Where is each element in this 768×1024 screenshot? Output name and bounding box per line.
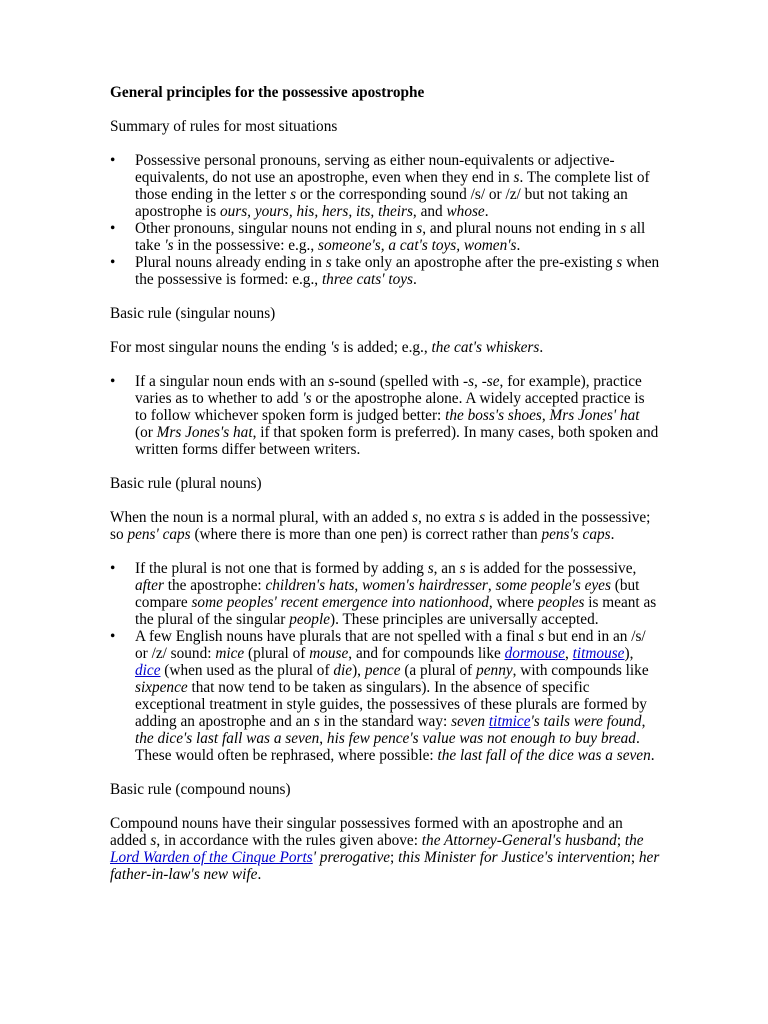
italic-text: someone's, a cat's toys, women's (318, 237, 517, 254)
italic-text: s (538, 628, 545, 645)
section-paragraph: Compound nouns have their singular possessives formed with an apostrophe and an added s, in accordance with the rules given above: the Attorney-General's husband; the Lord Warden of the Cinque Ports' prerogative; this Minister for Justice's intervention; her father-in-law's new wife. (110, 815, 660, 883)
paragraph-spacer (110, 101, 660, 118)
bullet-icon: • (110, 373, 116, 390)
italic-text: 's tails were found (530, 713, 642, 730)
bullet-icon: • (110, 152, 116, 169)
list-item: • Other pronouns, singular nouns not ending in s, and plural nouns not ending in s all take 's in the possessive: e.g., someone's, a cat's toys, women's. (110, 220, 646, 254)
bullet-list (110, 152, 660, 288)
paragraph-spacer (110, 356, 660, 373)
document-body (110, 101, 660, 883)
section-heading: Basic rule (plural nouns) (110, 475, 262, 492)
italic-text: pence (364, 662, 401, 679)
document-title: General principles for the possessive apostrophe (110, 84, 425, 101)
italic-text: s (150, 832, 157, 849)
section-heading: Basic rule (singular nouns) (110, 305, 276, 322)
italic-text: 's (302, 390, 312, 407)
paragraph-spacer (110, 458, 660, 475)
paragraph-spacer (110, 135, 660, 152)
inline-link[interactable]: titmouse (572, 645, 625, 662)
italic-text: some people's eyes (495, 577, 611, 594)
italic-text: pens' caps (127, 526, 191, 543)
italic-text: penny (476, 662, 513, 679)
italic-text: s (616, 254, 623, 271)
inline-link[interactable]: dormouse (504, 645, 565, 662)
paragraph-spacer (110, 764, 660, 781)
italic-text: this Minister for Justice's intervention (398, 849, 631, 866)
italic-text: his few pence's value was not enough to buy bread (326, 730, 636, 747)
list-item: • Plural nouns already ending in s take only an apostrophe after the pre-existing s when the possessive is formed: e.g., three cats' toys. (110, 254, 660, 288)
italic-text: s (416, 220, 423, 237)
italic-text: 's (164, 237, 174, 254)
inline-link[interactable]: dice (135, 662, 161, 679)
inline-link[interactable]: Lord Warden of the Cinque Ports (110, 849, 313, 866)
paragraph-spacer (110, 798, 660, 815)
italic-text: some peoples' recent emergence into nationhood (191, 594, 489, 611)
italic-text: the (624, 832, 644, 849)
italic-text: sixpence (135, 679, 188, 696)
italic-text: her father-in-law's new wife (110, 849, 660, 883)
italic-text: -se (481, 373, 500, 390)
paragraph-spacer (110, 322, 660, 339)
paragraph-spacer (110, 543, 660, 560)
italic-text: s (412, 509, 418, 526)
italic-text: the Attorney-General's husband (421, 832, 617, 849)
italic-text: people (289, 611, 330, 628)
italic-text: pens's caps (541, 526, 611, 543)
italic-text: the boss's shoes (445, 407, 542, 424)
italic-text: the dice's last fall was a seven (135, 730, 320, 747)
section-heading: Summary of rules for most situations (110, 118, 338, 135)
italic-text: s (325, 254, 332, 271)
italic-text: s (313, 713, 320, 730)
italic-text: the last fall of the dice was a seven (437, 747, 651, 764)
italic-text: whose (446, 203, 485, 220)
italic-text: ours, yours, his, hers, its, theirs (219, 203, 413, 220)
italic-text: the cat's whiskers (431, 339, 540, 356)
italic-text: s (328, 373, 335, 390)
paragraph-spacer (110, 492, 660, 509)
italic-text: -s (462, 373, 475, 390)
section-paragraph: For most singular nouns the ending 's is added; e.g., the cat's whiskers. (110, 339, 544, 356)
bullet-icon: • (110, 560, 116, 577)
italic-text: three cats' toys (321, 271, 414, 288)
bullet-icon: • (110, 254, 116, 271)
italic-text: ' prerogative (312, 849, 391, 866)
paragraph-spacer (110, 288, 660, 305)
italic-text: Mrs Jones' hat (549, 407, 640, 424)
italic-text: women's hairdresser (362, 577, 488, 594)
italic-text: s (479, 509, 486, 526)
section-paragraph: When the noun is a normal plural, with an added s, no extra s is added in the possessive; so pens' caps (where there is more than one pen) is correct rather than pens's caps. (110, 509, 651, 543)
list-item: • If a singular noun ends with an s-sound (spelled with -s, -se, for example), practice varies as to whether to add 's or the apostrophe alone. A widely accepted practice is to follow whichever spoken form is judged better: the boss's shoes, Mrs Jones' hat (or Mrs Jones's hat, if that spoken form is preferred). In many cases, both spoken and written forms differ between writers. (110, 373, 659, 458)
bullet-list (110, 560, 660, 764)
inline-link[interactable]: titmice (488, 713, 531, 730)
italic-text: children's hats (265, 577, 355, 594)
italic-text: s (427, 560, 434, 577)
list-item: • If the plural is not one that is formed by adding s, an s is added for the possessive, after the apostrophe: children's hats, women's hairdresser, some people's eyes (but compare some peoples' recent emergence into nationhood, where peoples is meant as the plural of the singular people). These principles are universally accepted. (110, 560, 657, 628)
section-heading: Basic rule (compound nouns) (110, 781, 291, 798)
bullet-list (110, 373, 660, 458)
italic-text: s (620, 220, 627, 237)
italic-text: s (513, 169, 520, 186)
italic-text: mouse (309, 645, 349, 662)
italic-text: s (290, 186, 297, 203)
italic-text: 's (330, 339, 340, 356)
italic-text: mice (215, 645, 245, 662)
italic-text: Mrs Jones's hat (156, 424, 253, 441)
bullet-icon: • (110, 220, 116, 237)
list-item: • Possessive personal pronouns, serving as either noun-equivalents or adjective-equivalents, do not use an apostrophe, even when they end in s. The complete list of those ending in the letter s or the corresponding sound /s/ or /z/ but not taking an apostrophe is ours, yours, his, hers, its, theirs, and whose. (110, 152, 650, 220)
italic-text: after (135, 577, 164, 594)
italic-text: seven (451, 713, 489, 730)
document-page (110, 84, 660, 883)
list-item: • A few English nouns have plurals that are not spelled with a final s but end in an /s/ or /z/ sound: mice (plural of mouse, and for compounds like dormouse, titmouse), dice (when used as the plural of die), pence (a plural of penny, with compounds like sixpence that now tend to be taken as singulars). In the absence of specific exceptional treatment in style guides, the possessives of these plurals are formed by adding an apostrophe and an s in the standard way: seven titmice's tails were found, the dice's last fall was a seven, his few pence's value was not enough to buy bread. These would often be rephrased, where possible: the last fall of the dice was a seven. (110, 628, 655, 764)
italic-text: die (333, 662, 353, 679)
italic-text: peoples (537, 594, 585, 611)
bullet-icon: • (110, 628, 116, 645)
italic-text: s (459, 560, 466, 577)
